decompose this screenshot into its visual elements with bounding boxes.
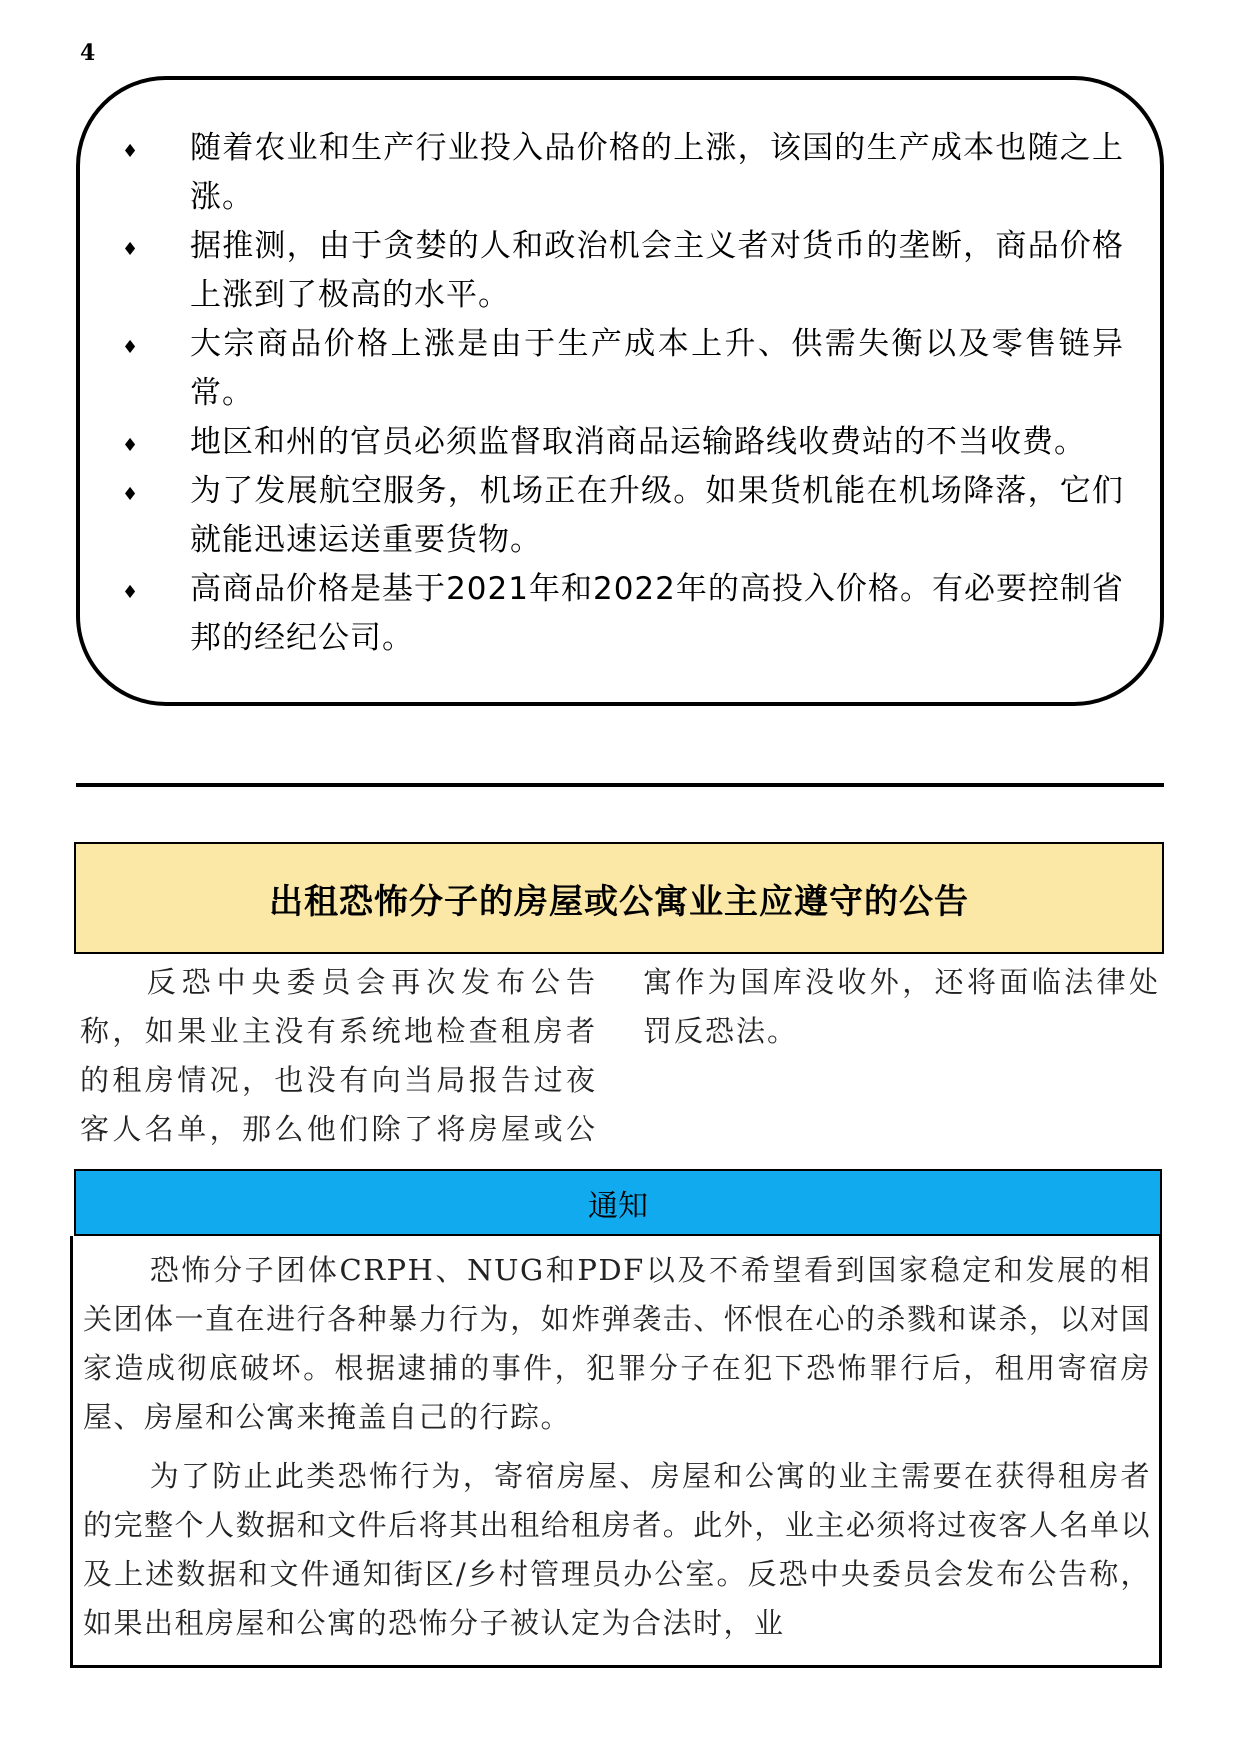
notice-paragraph: 反恐中央委员会再次发布公告称，如果业主没有系统地检查租房者的租房情况，也没有向当局报告过夜客人名单，那么他们除了将房屋或公寓作为国库没收外，还将面临法律处罚反恐法。 xyxy=(80,965,1160,1146)
notification-paragraph: 为了防止此类恐怖行为，寄宿房屋、房屋和公寓的业主需要在获得租房者的完整个人数据和文件后将其出租给租房者。此外，业主必须将过夜客人名单以及上述数据和文件通知街区/乡村管理员办公室。反恐中央委员会发布公告称，如果出租房屋和公寓的恐怖分子被认定为合法时，业 xyxy=(83,1459,1151,1640)
diamond-bullet-icon: ♦ xyxy=(122,484,140,505)
bullet-text: 为了发展航空服务，机场正在升级。如果货机能在机场降落，它们就能迅速运送重要货物。 xyxy=(190,473,1124,558)
bullet-item xyxy=(116,418,1124,467)
bullet-item xyxy=(116,467,1124,565)
page-number: 4 xyxy=(80,40,96,66)
bullet-text: 地区和州的官员必须监督取消商品运输路线收费站的不当收费。 xyxy=(190,424,1086,460)
bullet-text: 高商品价格是基于2021年和2022年的高投入价格。有必要控制省邦的经纪公司。 xyxy=(190,571,1124,656)
bullet-item xyxy=(116,124,1124,222)
diamond-bullet-icon: ♦ xyxy=(122,435,140,456)
notice-body xyxy=(80,958,1160,1158)
notice-title: 出租恐怖分子的房屋或公寓业主应遵守的公告 xyxy=(269,881,969,922)
notification-header xyxy=(74,1169,1162,1236)
section-divider xyxy=(76,783,1164,787)
diamond-bullet-icon: ♦ xyxy=(122,141,140,162)
diamond-bullet-icon: ♦ xyxy=(122,239,140,260)
notice-header xyxy=(74,842,1164,954)
bullet-item xyxy=(116,320,1124,418)
bullet-text: 随着农业和生产行业投入品价格的上涨，该国的生产成本也随之上涨。 xyxy=(190,130,1124,215)
diamond-bullet-icon: ♦ xyxy=(122,582,140,603)
bullet-list xyxy=(116,124,1124,663)
bullet-item xyxy=(116,565,1124,663)
bullet-text: 据推测，由于贪婪的人和政治机会主义者对货币的垄断，商品价格上涨到了极高的水平。 xyxy=(190,228,1124,313)
diamond-bullet-icon: ♦ xyxy=(122,337,140,358)
bullet-summary-box xyxy=(76,76,1164,706)
bullet-item xyxy=(116,222,1124,320)
notification-body xyxy=(70,1236,1162,1668)
bullet-text: 大宗商品价格上涨是由于生产成本上升、供需失衡以及零售链异常。 xyxy=(190,326,1124,411)
notification-title: 通知 xyxy=(588,1188,648,1224)
notification-paragraph: 恐怖分子团体CRPH、NUG和PDF以及不希望看到国家稳定和发展的相关团体一直在进行各种暴力行为，如炸弹袭击、怀恨在心的杀戮和谋杀，以对国家造成彻底破坏。根据逮捕的事件，犯罪分子在犯下恐怖罪行后，租用寄宿房屋、房屋和公寓来掩盖自己的行踪。 xyxy=(83,1253,1151,1434)
